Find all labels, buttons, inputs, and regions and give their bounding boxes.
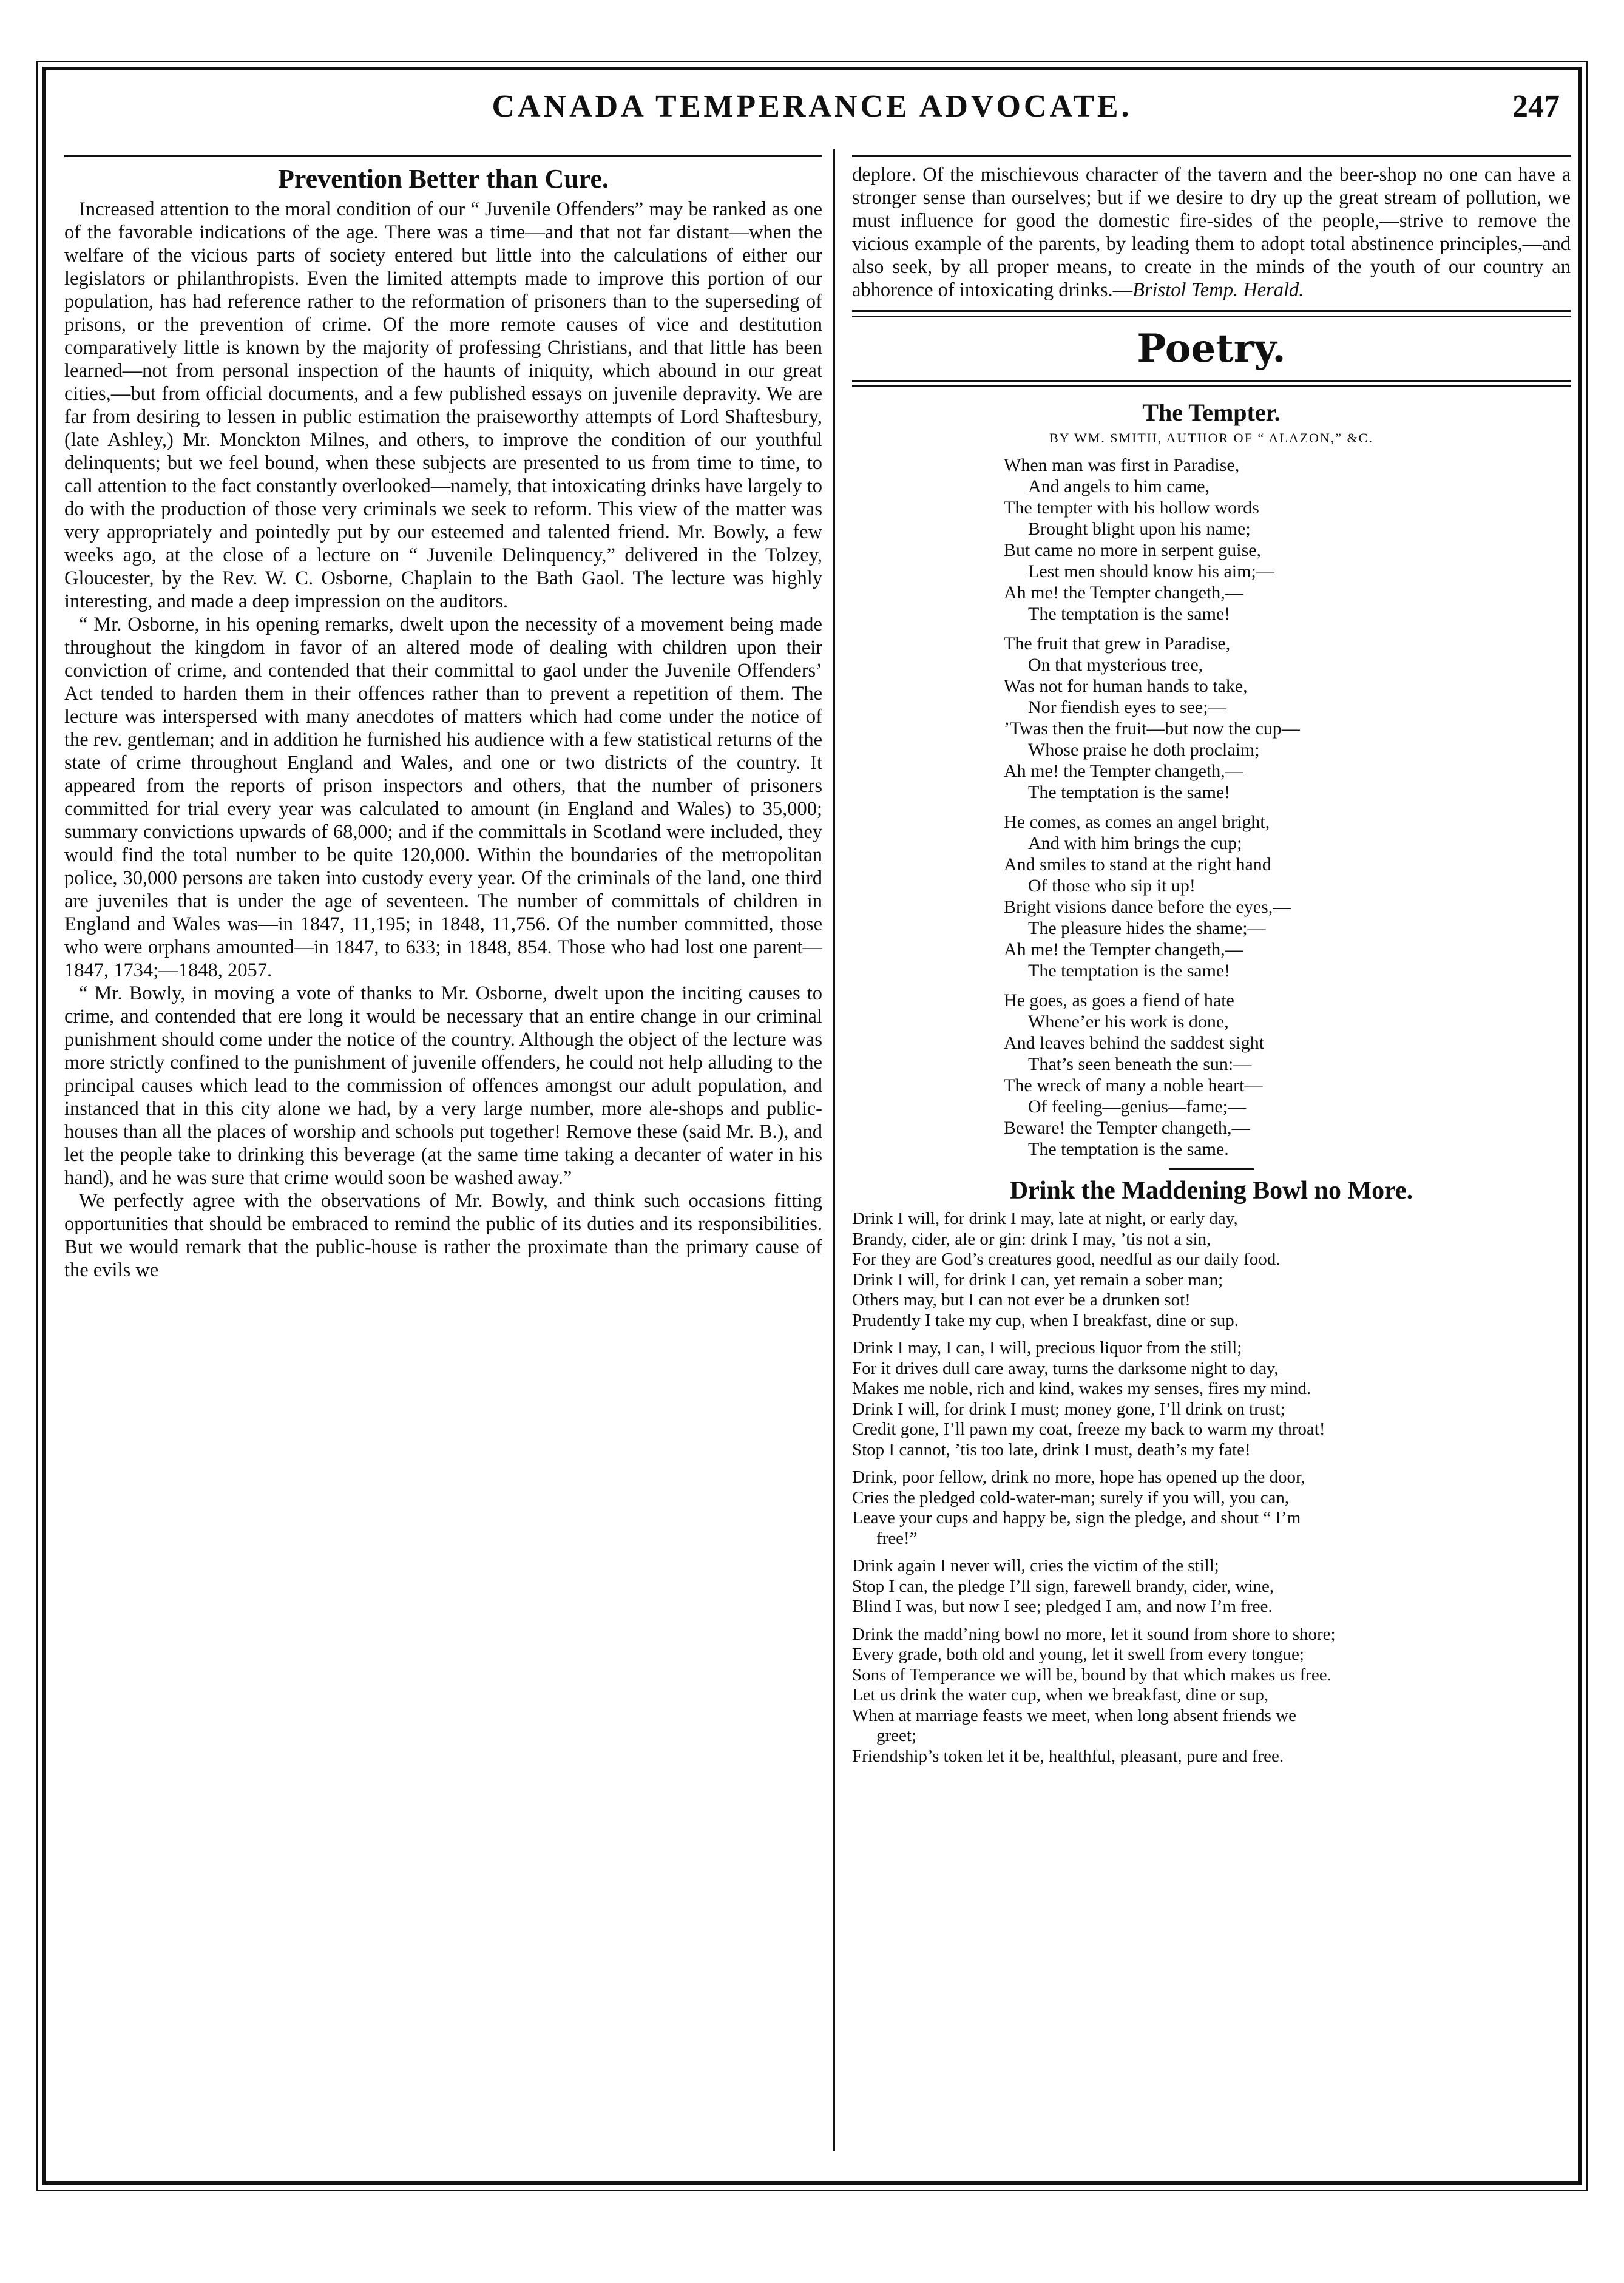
poem-line: Drink I will, for drink I must; money gone, I’ll drink on trust; [852,1399,1285,1419]
poem-stanza [1004,990,1571,1160]
poem-line: The temptation is the same. [1028,1139,1229,1159]
poem-line: ’Twas then the fruit—but now the cup— [1004,719,1300,739]
poem-line: Blind I was, but now I see; pledged I am, and now I’m free. [852,1597,1273,1616]
poem-line: Lest men should know his aim;— [1028,561,1274,581]
poem-line: But came no more in serpent guise, [1004,540,1262,560]
poem-stanza [852,1625,1571,1767]
poem-line: The temptation is the same! [1028,782,1231,802]
poem-stanza [852,1556,1571,1617]
poem-line: For they are God’s creatures good, needful as our daily food. [852,1250,1281,1269]
poem-line: free!” [876,1528,918,1548]
masthead-title: CANADA TEMPERANCE ADVOCATE. [492,89,1132,124]
poem-line: Of those who sip it up! [1028,876,1196,896]
poem-line: Cries the pledged cold-water-man; surely if you will, you can, [852,1487,1290,1507]
poem-line: The tempter with his hollow words [1004,498,1259,518]
poem-line: Let us drink the water cup, when we breakfast, dine or sup, [852,1685,1269,1705]
poem-line: Bright visions dance before the eyes,— [1004,897,1291,917]
right-column [848,149,1571,2151]
poetry-section-heading: Poetry. [1137,326,1286,371]
poem-stanza [1004,633,1571,803]
poem-line: That’s seen beneath the sun:— [1028,1054,1252,1074]
poem-maddening-bowl [852,1209,1571,1767]
poem-stanza [852,1209,1571,1331]
poem-line: Sons of Temperance we will be, bound by that which makes us free. [852,1665,1331,1685]
poem-divider [1169,1168,1254,1170]
poem-line: Was not for human hands to take, [1004,676,1248,696]
poem-line: Leave your cups and happy be, sign the pledge, and shout “ I’m [852,1508,1301,1527]
article-paragraph: Increased attention to the moral condition of our “ Juvenile Offenders” may be ranked as one of the favorable indications of the age. There was a time—and that not far distant—when the welfare of the vicious parts of society entered but little into the calculations of either our legislators or philanthropists. Even the limited attempts made to improve this portion of our population, has had reference rather to the reformation of prisoners than to the superseding of prisons, or the prevention of crime. Of the more remote causes of vice and destitution comparatively little is known by the majority of professing Christians, and that little has been learned—not from personal inspection of the haunts of iniquity, which abound in our great cities,—but from official documents, and a few published essays on juvenile depravity. We are far from desiring to lessen in public estimation the praiseworthy attempts of Lord Shaftesbury, (late Ashley,) Mr. Monckton Milnes, and others, to improve the condition of our youthful delinquents; but we feel bound, when these subjects are presented to us from time to time, to call attention to the fact constantly overlooked—namely, that intoxicating drinks have largely to do with the production of those very criminals we seek to reform. This view of the matter was very appropriately and pointedly put by our esteemed and talented friend. Mr. Bowly, a few weeks ago, at the close of a lecture on “ Juvenile Delinquency,” delivered in the Tolzey, Gloucester, by the Rev. W. C. Osborne, Chaplain to the Bath Gaol. The lecture was highly interesting, and made a deep impression on the auditors. [64,198,822,612]
poem-stanza [1004,455,1571,624]
section-divider [852,380,1571,387]
left-column [64,149,835,2151]
poem-line: Makes me noble, rich and kind, wakes my senses, fires my mind. [852,1379,1311,1398]
poem-line: Friendship’s token let it be, healthful, pleasant, pure and free. [852,1746,1284,1766]
poem-tempter [1004,455,1571,1160]
poem-line: greet; [876,1726,917,1745]
section-divider [852,310,1571,317]
poem-line: And leaves behind the saddest sight [1004,1033,1265,1053]
poem-line: And smiles to stand at the right hand [1004,854,1271,874]
poem-line: Whose praise he doth proclaim; [1028,740,1260,760]
article-paragraph: We perfectly agree with the observations of Mr. Bowly, and think such occasions fitting opportunities that should be embraced to remind the public of its duties and its responsibilities. But we would remark that the public-house is rather the proximate than the primary cause of the evils we [64,1190,822,1281]
poem-line: Credit gone, I’ll pawn my coat, freeze my back to warm my throat! [852,1419,1325,1439]
newspaper-page [42,67,1582,2185]
poem-line: Stop I cannot, ’tis too late, drink I must, death’s my fate! [852,1439,1251,1459]
poem-line: Every grade, both old and young, let it swell from every tongue; [852,1645,1304,1664]
poem-line: Drink I will, for drink I may, late at night, or early day, [852,1209,1238,1228]
poem-line: Whene’er his work is done, [1028,1012,1229,1032]
poem-line: He goes, as goes a fiend of hate [1004,990,1234,1010]
poem-line: The fruit that grew in Paradise, [1004,634,1231,654]
poem-line: Nor fiendish eyes to see;— [1028,697,1226,717]
poem-stanza [852,1467,1571,1549]
poem-line: The temptation is the same! [1028,604,1231,624]
poem-title-tempter: The Tempter. [1142,399,1281,426]
poem-line: Stop I can, the pledge I’ll sign, farewell brandy, cider, wine, [852,1576,1274,1596]
poem-byline: BY WM. SMITH, AUTHOR OF “ ALAZON,” &C. [1049,430,1373,445]
article-source: Bristol Temp. Herald. [1132,279,1304,301]
article-title: Prevention Better than Cure. [277,164,609,194]
article-body [64,198,822,1282]
article-continuation-text: deplore. Of the mischievous character of the tavern and the beer-shop no one can have a stronger sense than ourselves; but if we desire to dry up the great stream of pollution, we must influence for good the domestic fire-sides of the people,—strive to remove the vicious example of the parents, by leading them to adopt total abstinence principles,—and also seek, by all proper means, to create in the minds of the youth of our country an abhorence of intoxicating drinks.— [852,164,1571,301]
poem-line: On that mysterious tree, [1028,655,1203,675]
poem-line: Brandy, cider, ale or gin: drink I may, ’tis not a sin, [852,1229,1211,1249]
column-top-rule [852,155,1571,157]
poem-line: When at marriage feasts we meet, when long absent friends we [852,1705,1296,1725]
masthead [46,83,1578,137]
column-top-rule [64,155,822,157]
poem-line: Ah me! the Tempter changeth,— [1004,939,1243,959]
poem-line: Beware! the Tempter changeth,— [1004,1118,1250,1138]
poem-line: Others may, but I can not ever be a drunken sot! [852,1290,1191,1310]
poem-line: And angels to him came, [1028,476,1210,496]
poem-line: Drink again I never will, cries the victim of the still; [852,1556,1219,1575]
poem-line: Ah me! the Tempter changeth,— [1004,761,1243,781]
poem-line: Drink the madd’ning bowl no more, let it sound from shore to shore; [852,1624,1336,1644]
poem-line: When man was first in Paradise, [1004,455,1240,475]
poem-line: He comes, as comes an angel bright, [1004,812,1270,832]
poem-stanza [1004,811,1571,981]
poem-line: And with him brings the cup; [1028,833,1242,853]
poem-line: Prudently I take my cup, when I breakfast, dine or sup. [852,1310,1239,1330]
poem-line: The pleasure hides the shame;— [1028,918,1266,938]
poem-title-maddening-bowl: Drink the Maddening Bowl no More. [1009,1177,1413,1205]
poem-line: Drink, poor fellow, drink no more, hope has opened up the door, [852,1467,1305,1487]
poem-line: Ah me! the Tempter changeth,— [1004,583,1243,603]
page-number: 247 [1512,89,1560,124]
article-continuation [852,163,1571,302]
article-paragraph: “ Mr. Osborne, in his opening remarks, dwelt upon the necessity of a movement being made throughout the kingdom in favor of an altered mode of dealing with children upon their conviction of crime, and contended that their committal to gaol under the Juvenile Offenders’ Act tended to harden them in their offences rather than to prevent a repetition of them. The lecture was interspersed with many anecdotes of matters which had come under the notice of the rev. gentleman; and in addition he furnished his audience with a few statistical returns of the state of crime throughout England and Wales, and one or two districts of the country. It appeared from the reports of prison inspectors and others, that the number of prisoners committed for trial every year was calculated to amount (in England and Wales) to 35,000; summary convictions upwards of 68,000; and if the committals in Scotland were included, they would find the total number to be quite 120,000. Within the boundaries of the metropolitan police, 30,000 persons are taken into custody every year. Of the criminals of the land, one third are juveniles that is under the age of seventeen. The number of committals of children in England and Wales was—in 1847, 11,195; in 1848, 11,756. Of the number committed, those who were orphans amounted—in 1847, to 633; in 1848, 854. Those who had lost one parent—1847, 1734;—1848, 2057. [64,614,822,981]
poem-line: Drink I will, for drink I can, yet remain a sober man; [852,1270,1223,1290]
poem-line: Brought blight upon his name; [1028,519,1251,539]
article-paragraph: “ Mr. Bowly, in moving a vote of thanks to Mr. Osborne, dwelt upon the inciting causes to crime, and contended that ere long it would be necessary that an entire change in our criminal punishment should come under the notice of the country. Although the object of the lecture was more strictly confined to the punishment of juvenile offenders, he could not help alluding to the principal causes which lead to the commission of offences amongst our adult population, and instanced that in this city alone we had, by a very large number, more ale-shops and public-houses than all the places of worship and schools put together! Remove these (said Mr. B.), and let the people take to drinking this beverage (at the same time taking a decanter of water in his hand), and he was sure that crime would soon be washed away.” [64,983,822,1189]
poem-line: The wreck of many a noble heart— [1004,1075,1263,1095]
poem-line: The temptation is the same! [1028,961,1231,981]
poem-line: Drink I may, I can, I will, precious liquor from the still; [852,1338,1242,1358]
poem-stanza [852,1338,1571,1460]
poem-line: For it drives dull care away, turns the darksome night to day, [852,1358,1279,1378]
poem-line: Of feeling—genius—fame;— [1028,1097,1247,1117]
